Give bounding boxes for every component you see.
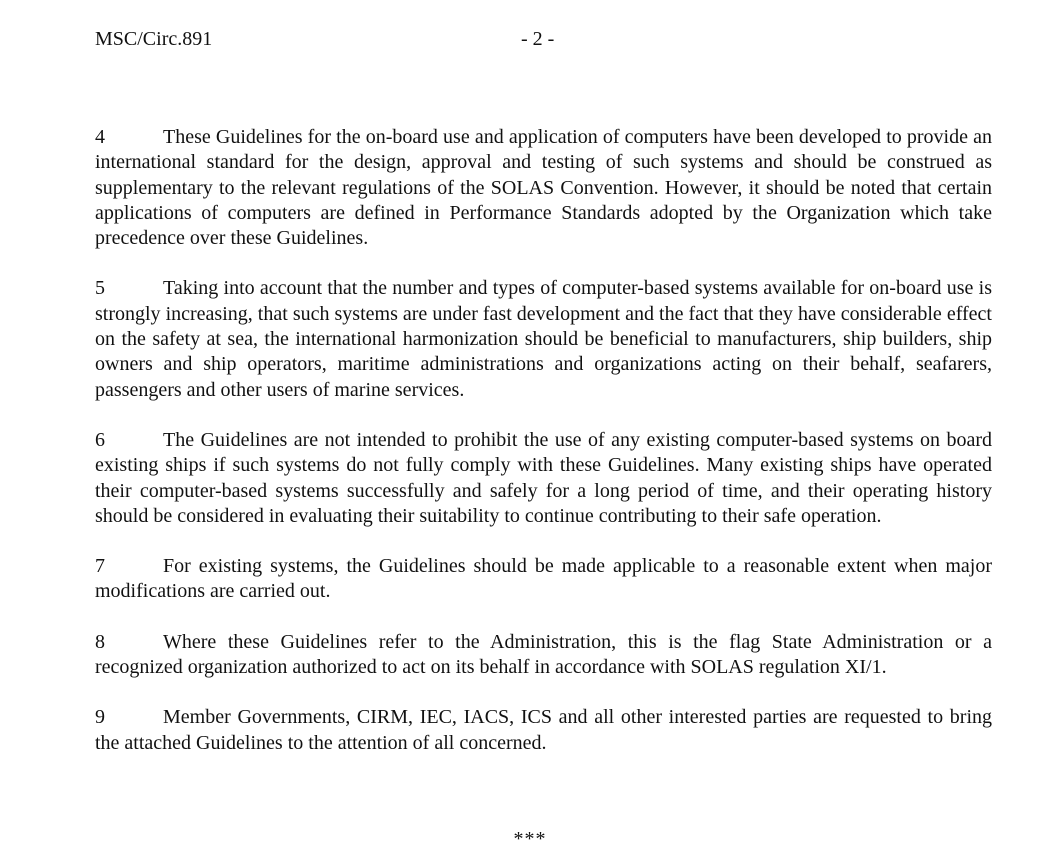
- paragraph-text: For existing systems, the Guidelines should be made applicable to a reasonable extent when major modifications are carried out.: [95, 555, 992, 603]
- page-number: - 2 -: [521, 28, 555, 50]
- paragraph-number: 5: [95, 277, 105, 300]
- paragraph-text: Member Governments, CIRM, IEC, IACS, ICS and all other interested parties are requested to bring the attached Guidelines to the attention of all concerned.: [95, 706, 992, 754]
- paragraph-text: Where these Guidelines refer to the Administration, this is the flag State Administration or a recognized organization authorized to act on its behalf in accordance with SOLAS regulation XI/1.: [95, 630, 992, 679]
- page-header: [95, 26, 992, 52]
- paragraph-7: [95, 554, 992, 605]
- paragraph-text: These Guidelines for the on-board use and application of computers have been developed to provide an international standard for the design, approval and testing of such systems and should be construed as supplementary to the relevant regulations of the SOLAS Convention. However, it should be noted that certain applications of computers are defined in Performance Standards adopted by the Organization which take precedence over these Guidelines.: [95, 126, 992, 250]
- paragraph-9: [95, 705, 992, 756]
- paragraph-number: 6: [95, 428, 105, 451]
- paragraph-text: The Guidelines are not intended to prohibit the use of any existing computer-based systems on board existing ships if such systems do not fully comply with these Guidelines. Many existing ships have operated their computer-based systems successfully and safely for a long period of time, and their operating history should be considered in evaluating their suitability to continue contributing to their safe operation.: [95, 428, 992, 527]
- paragraph-text: Taking into account that the number and types of computer-based systems available for on-board use is strongly increasing, that such systems are under fast development and the fact that they have considerable effect on the safety at sea, the international harmonization should be beneficial to manufacturers, ship builders, ship owners and ship operators, maritime administrations and organizations acting on their behalf, seafarers, passengers and other users of marine services.: [95, 277, 992, 401]
- paragraph-4: [95, 125, 992, 251]
- paragraph-number: 4: [95, 126, 105, 148]
- paragraph-8: [95, 630, 992, 681]
- document-body: [95, 125, 992, 781]
- paragraph-6: [95, 428, 992, 529]
- paragraph-number: 7: [95, 555, 105, 578]
- paragraph-number: 9: [95, 706, 105, 729]
- paragraph-5: [95, 276, 992, 402]
- document-id: MSC/Circ.891: [95, 28, 213, 50]
- paragraph-number: 8: [95, 630, 105, 653]
- end-mark: ***: [513, 828, 547, 850]
